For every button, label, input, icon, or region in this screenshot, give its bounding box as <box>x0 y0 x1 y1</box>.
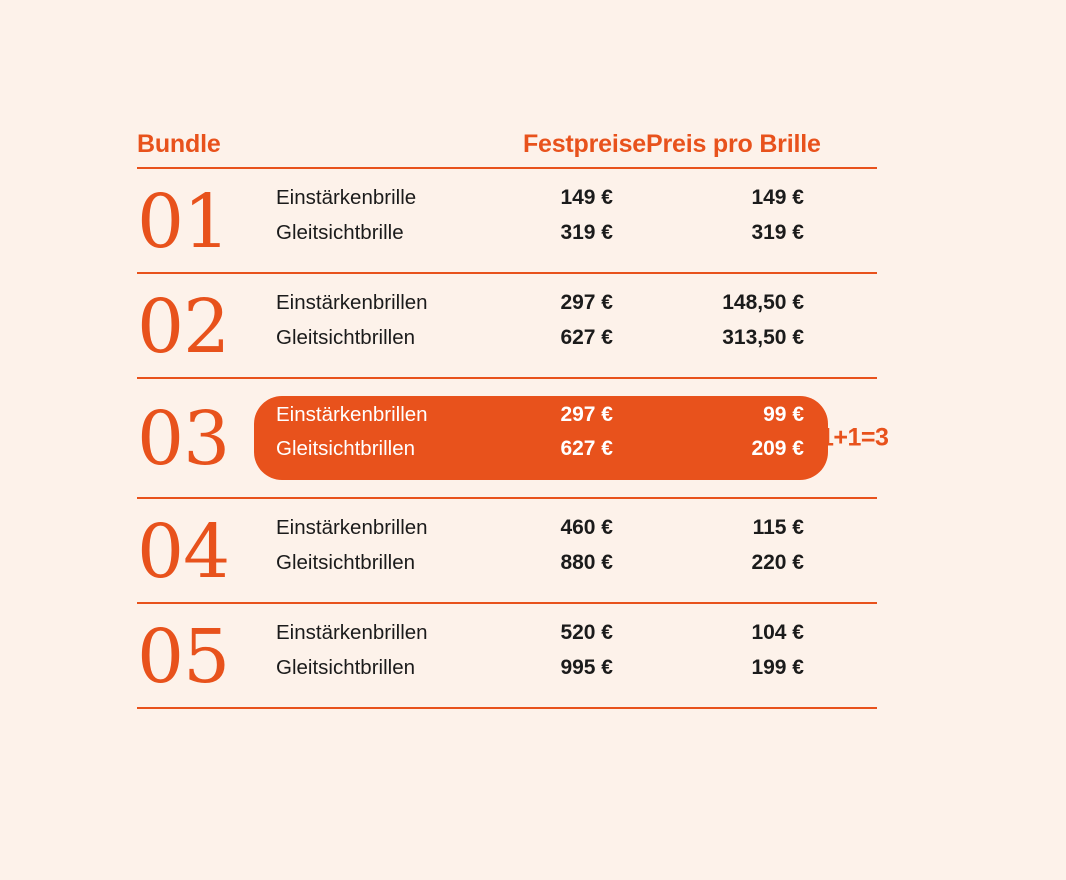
price-per-glasses-value: 319 € <box>751 220 804 244</box>
price-per-glasses-value: 115 € <box>752 515 804 539</box>
bundle-number: 03 <box>137 396 230 482</box>
bundle-items <box>276 291 877 361</box>
price-per-glasses-value: 149 € <box>751 185 804 209</box>
list-item <box>276 656 877 691</box>
list-item <box>276 437 828 471</box>
fixed-price-value: 520 € <box>560 620 613 644</box>
price-per-glasses-value: 313,50 € <box>722 325 804 349</box>
fixed-price-value: 149 € <box>560 185 613 209</box>
bundle-price-table <box>137 125 889 709</box>
product-label: Gleitsichtbrillen <box>276 550 415 574</box>
price-per-glasses-value: 104 € <box>751 620 804 644</box>
list-item <box>276 221 877 256</box>
fixed-price-value: 460 € <box>560 515 613 539</box>
product-label: Einstärkenbrillen <box>276 290 428 314</box>
product-label: Gleitsichtbrillen <box>276 437 415 460</box>
header-bundle: Bundle <box>137 130 221 158</box>
header-price-per-glasses: Preis pro Brille <box>646 130 821 158</box>
bundle-items <box>276 621 877 691</box>
table-row <box>137 499 877 604</box>
price-per-glasses-value: 199 € <box>751 655 804 679</box>
product-label: Gleitsichtbrille <box>276 220 404 244</box>
fixed-price-value: 297 € <box>560 403 613 426</box>
bundle-number: 04 <box>137 508 230 595</box>
list-item <box>276 621 877 656</box>
bundle-number: 05 <box>137 613 230 700</box>
list-item <box>276 291 877 326</box>
product-label: Einstärkenbrillen <box>276 620 428 644</box>
fixed-price-value: 995 € <box>560 655 613 679</box>
fixed-price-value: 627 € <box>560 437 613 460</box>
product-label: Einstärkenbrillen <box>276 515 428 539</box>
bundle-items <box>276 186 877 256</box>
header-fixed-price: Festpreise <box>522 130 646 158</box>
promo-badge: 1+1=3 <box>820 423 889 452</box>
list-item <box>276 186 877 221</box>
bundle-items <box>276 516 877 586</box>
table-row <box>137 604 877 709</box>
price-per-glasses-value: 148,50 € <box>722 290 804 314</box>
table-row-highlighted <box>137 379 889 499</box>
fixed-price-value: 297 € <box>560 290 613 314</box>
product-label: Einstärkenbrillen <box>276 403 428 426</box>
bundle-items <box>254 396 828 480</box>
table-row <box>137 274 877 379</box>
price-per-glasses-value: 220 € <box>751 550 804 574</box>
bundle-number: 02 <box>137 283 230 370</box>
bundle-number: 01 <box>137 178 230 265</box>
list-item <box>276 326 877 361</box>
price-per-glasses-value: 99 € <box>763 403 804 426</box>
table-row <box>137 169 877 274</box>
fixed-price-value: 627 € <box>560 325 613 349</box>
list-item <box>276 403 828 437</box>
product-label: Gleitsichtbrillen <box>276 655 415 679</box>
list-item <box>276 516 877 551</box>
header-product <box>276 157 506 167</box>
price-per-glasses-value: 209 € <box>751 437 804 460</box>
list-item <box>276 551 877 586</box>
table-header-row <box>137 125 877 169</box>
fixed-price-value: 880 € <box>560 550 613 574</box>
product-label: Einstärkenbrille <box>276 185 417 209</box>
product-label: Gleitsichtbrillen <box>276 325 415 349</box>
fixed-price-value: 319 € <box>560 220 613 244</box>
